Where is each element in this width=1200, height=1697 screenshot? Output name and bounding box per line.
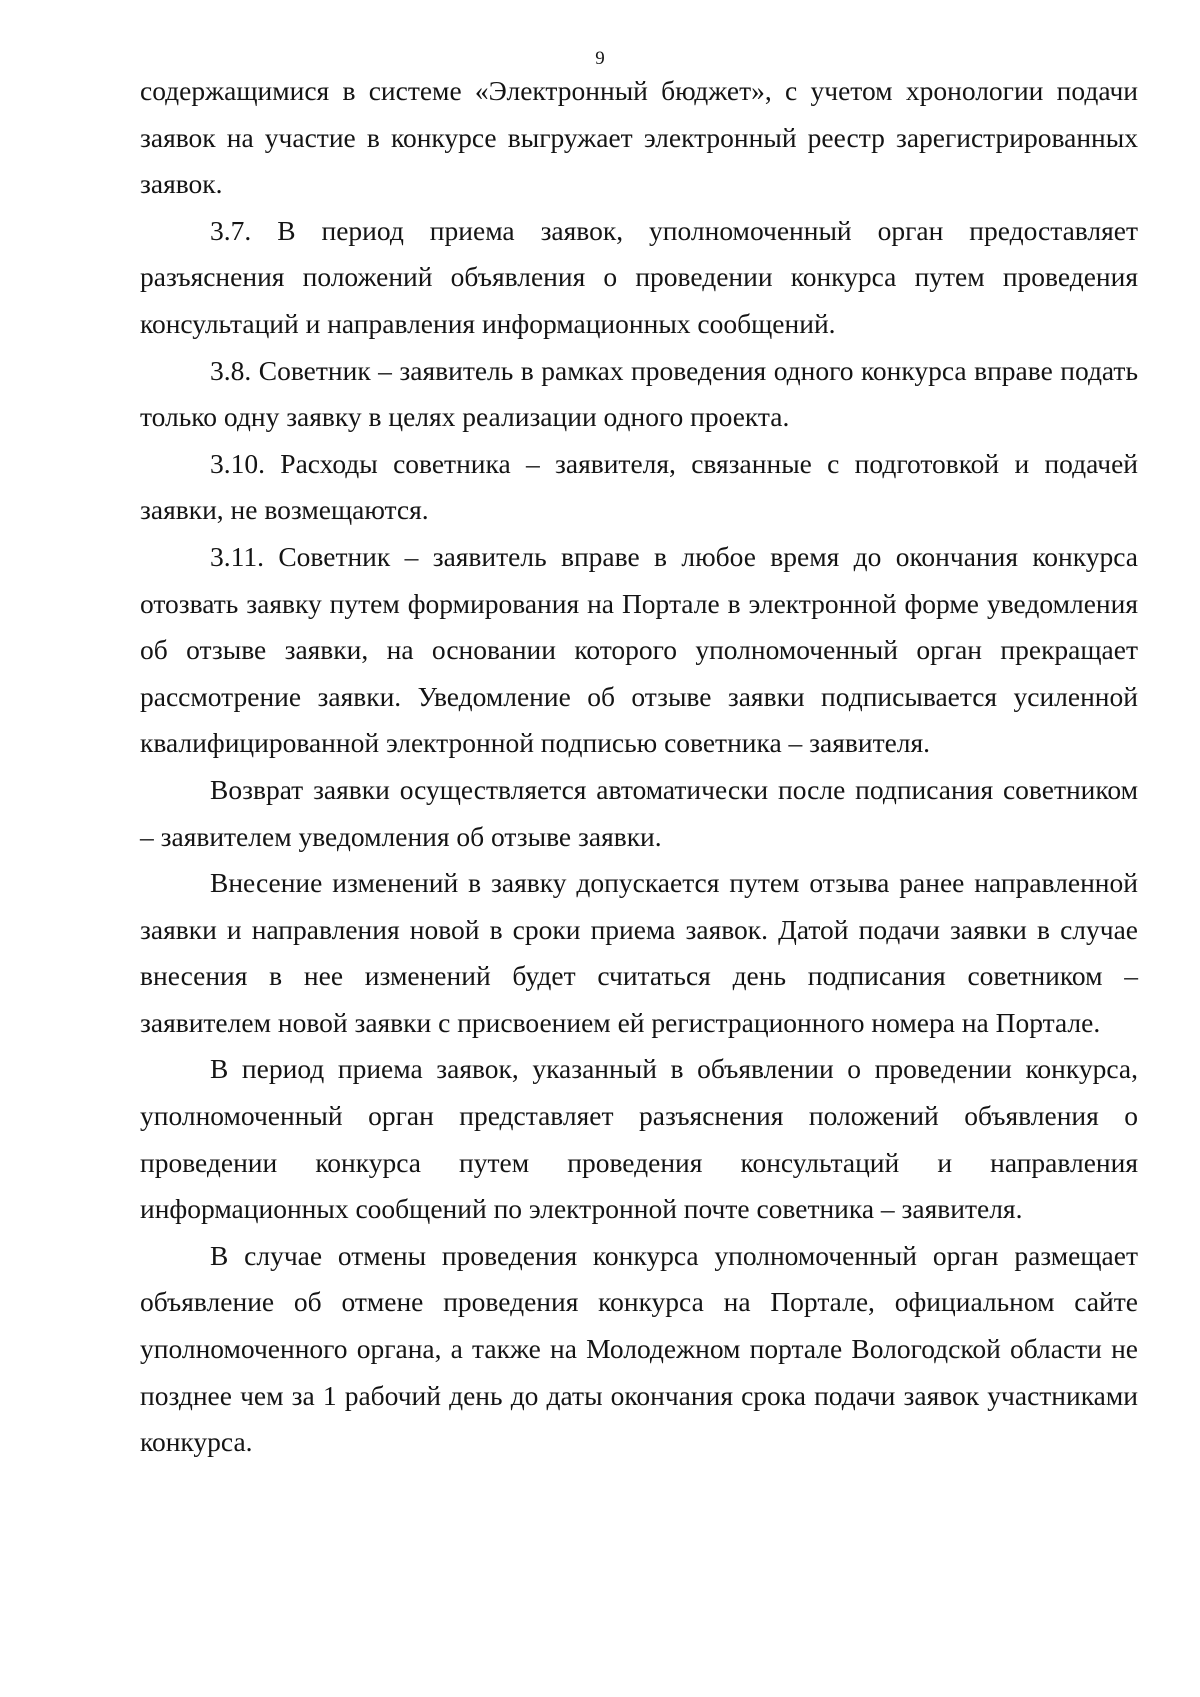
paragraph-3-11: 3.11. Советник – заявитель вправе в любое время до окончания конкурса отозвать заявку путем формирования на Портале в электронной форме уведомления об отзыве заявки, на основании которого уполномоченный орган прекращает рассмотрение заявки. Уведомление об отзыве заявки подписывается усиленной квалифицированной электронной подписью советника – заявителя. [140,540,1138,759]
paragraph-3-8: 3.8. Советник – заявитель в рамках проведения одного конкурса вправе подать только одну заявку в целях реализации одного проекта. [140,354,1138,433]
paragraph-cancellation: В случае отмены проведения конкурса уполномоченный орган размещает объявление об отмене проведения конкурса на Портале, официальном сайте уполномоченного органа, а также на Молодежном портале Вологодской области не позднее чем за 1 рабочий день до даты окончания срока подачи заявок участниками конкурса. [140,1239,1138,1458]
paragraph-return: Возврат заявки осуществляется автоматически после подписания советником – заявителем уведомления об отзыве заявки. [140,773,1138,852]
paragraph-3-7: 3.7. В период приема заявок, уполномоченный орган предоставляет разъяснения положений объявления о проведении конкурса путем проведения консультаций и направления информационных сообщений. [140,214,1138,339]
document-body [140,68,1138,1466]
paragraph-continuation: содержащимися в системе «Электронный бюджет», с учетом хронологии подачи заявок на участие в конкурсе выгружает электронный реестр зарегистрированных заявок. [140,75,1138,200]
page-number: 9 [595,48,605,69]
paragraph-3-10: 3.10. Расходы советника – заявителя, связанные с подготовкой и подачей заявки, не возмещаются. [140,447,1138,526]
paragraph-clarifications: В период приема заявок, указанный в объявлении о проведении конкурса, уполномоченный орган представляет разъяснения положений объявления о проведении конкурса путем проведения консультаций и направления информационных сообщений по электронной почте советника – заявителя. [140,1053,1138,1225]
paragraph-changes: Внесение изменений в заявку допускается путем отзыва ранее направленной заявки и направления новой в сроки приема заявок. Датой подачи заявки в случае внесения в нее изменений будет считаться день подписания советником – заявителем новой заявки с присвоением ей регистрационного номера на Портале. [140,867,1138,1038]
